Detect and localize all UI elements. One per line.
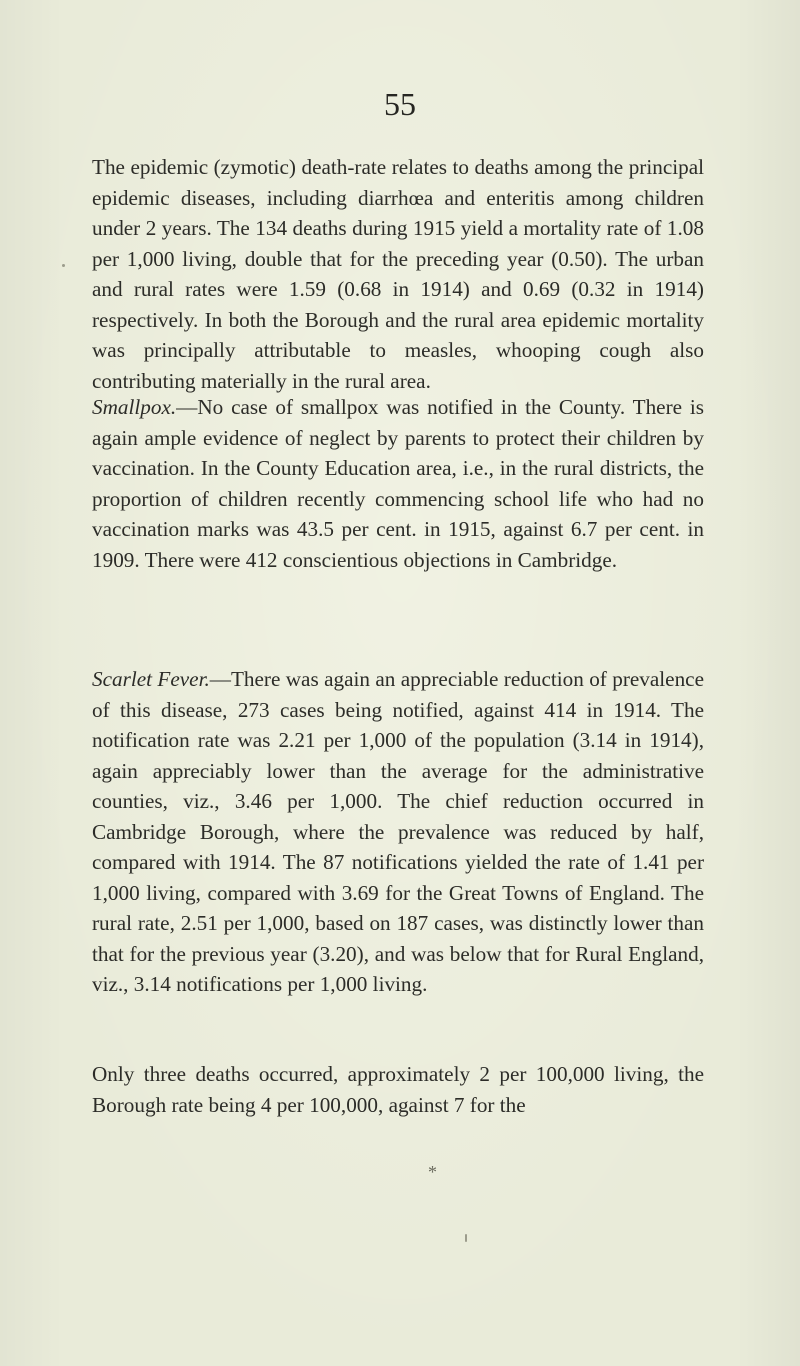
paragraph-deaths — [92, 1059, 704, 1120]
section-heading-scarlet-fever: Scarlet Fever. — [92, 667, 210, 691]
paragraph-text: Only three deaths occurred, approximately 2 per 100,000 living, the Borough rate being 4 per 100,000, against 7 for the — [92, 1062, 704, 1117]
paper-speck — [465, 1234, 467, 1242]
paragraph-smallpox — [92, 392, 704, 575]
paragraph-text: —No case of smallpox was notified in the County. There is again ample evidence of neglect by parents to protect their children by vaccination. In the County Education area, i.e., in the rural districts, the proportion of children recently commencing school life who had no vaccination marks was 43.5 per cent. in 1915, against 6.7 per cent. in 1909. There were 412 conscientious objections in Cambridge. — [92, 395, 704, 572]
page-number: 55 — [384, 86, 416, 122]
paragraph-scarlet-fever — [92, 664, 704, 1000]
paragraph-text: The epidemic (zymotic) death-rate relates to deaths among the principal epidemic diseases, including diarrhœa and enteritis among children under 2 years. The 134 deaths during 1915 yield a mortality rate of 1.08 per 1,000 living, double that for the preceding year (0.50). The urban and rural rates were 1.59 (0.68 in 1914) and 0.69 (0.32 in 1914) respectively. In both the Borough and the rural area epidemic mortality was principally attributable to measles, whooping cough also contributing materially in the rural area. — [92, 155, 704, 393]
footer-mark: * — [428, 1162, 437, 1182]
section-heading-smallpox: Smallpox. — [92, 395, 177, 419]
paragraph-epidemic-death-rate — [92, 152, 704, 396]
paper-speck — [62, 264, 65, 267]
paragraph-text: —There was again an appreciable reduction of prevalence of this disease, 273 cases being notified, against 414 in 1914. The notification rate was 2.21 per 1,000 of the population (3.14 in 1914), again appreciably lower than the average for the administrative counties, viz., 3.46 per 1,000. The chief reduction occurred in Cambridge Borough, where the prevalence was reduced by half, compared with 1914. The 87 notifications yielded the rate of 1.41 per 1,000 living, compared with 3.69 for the Great Towns of England. The rural rate, 2.51 per 1,000, based on 187 cases, was distinctly lower than that for the previous year (3.20), and was below that for Rural England, viz., 3.14 notifications per 1,000 living. — [92, 667, 704, 996]
